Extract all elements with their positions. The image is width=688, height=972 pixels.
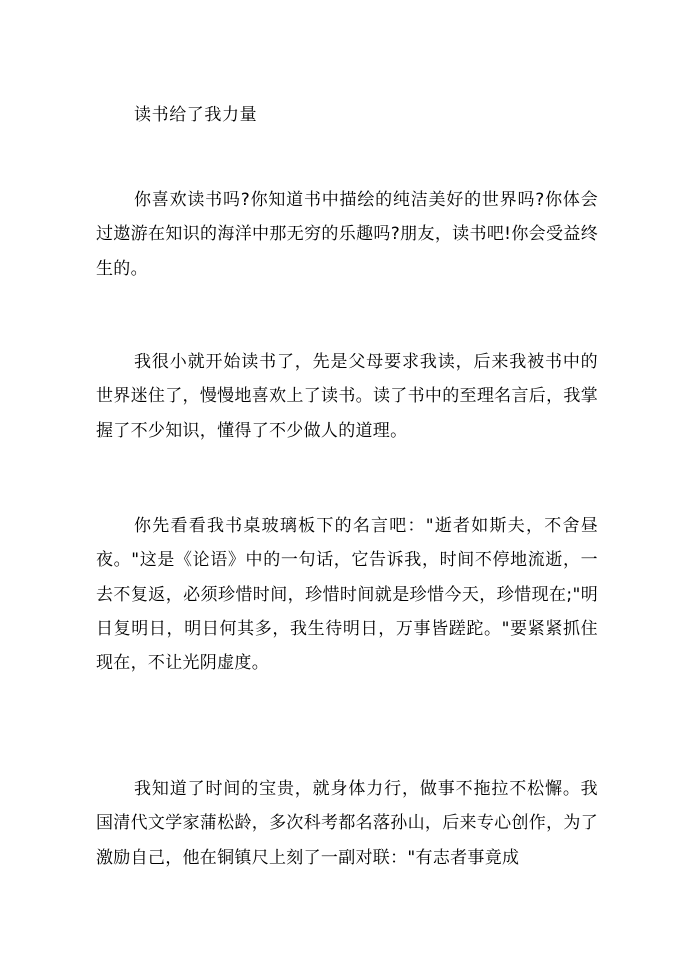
paragraph-1: 你喜欢读书吗?你知道书中描绘的纯洁美好的世界吗?你体会过遨游在知识的海洋中那无穷的乐趣吗?朋友，读书吧!你会受益终生的。 xyxy=(96,190,598,279)
paragraph-4: 我知道了时间的宝贵，就身体力行，做事不拖拉不松懈。我国清代文学家蒲松龄，多次科考都名落孙山，后来专心创作，为了激励自己，他在铜镇尺上刻了一副对联："有志者事竟成 xyxy=(96,779,598,868)
paragraph-2: 我很小就开始读书了，先是父母要求我读，后来我被书中的世界迷住了，慢慢地喜欢上了读书。读了书中的至理名言后，我掌握了不少知识，懂得了不少做人的道理。 xyxy=(96,352,598,441)
paragraph-3: 你先看看我书桌玻璃板下的名言吧："逝者如斯夫，不舍昼夜。"这是《论语》中的一句话，它告诉我，时间不停地流逝，一去不复返，必须珍惜时间，珍惜时间就是珍惜今天，珍惜现在;"明日复明日，明日何其多，我生待明日，万事皆蹉跎。"要紧紧抓住现在，不让光阴虚度。 xyxy=(96,516,598,674)
essay-title: 读书给了我力量 xyxy=(134,105,258,125)
